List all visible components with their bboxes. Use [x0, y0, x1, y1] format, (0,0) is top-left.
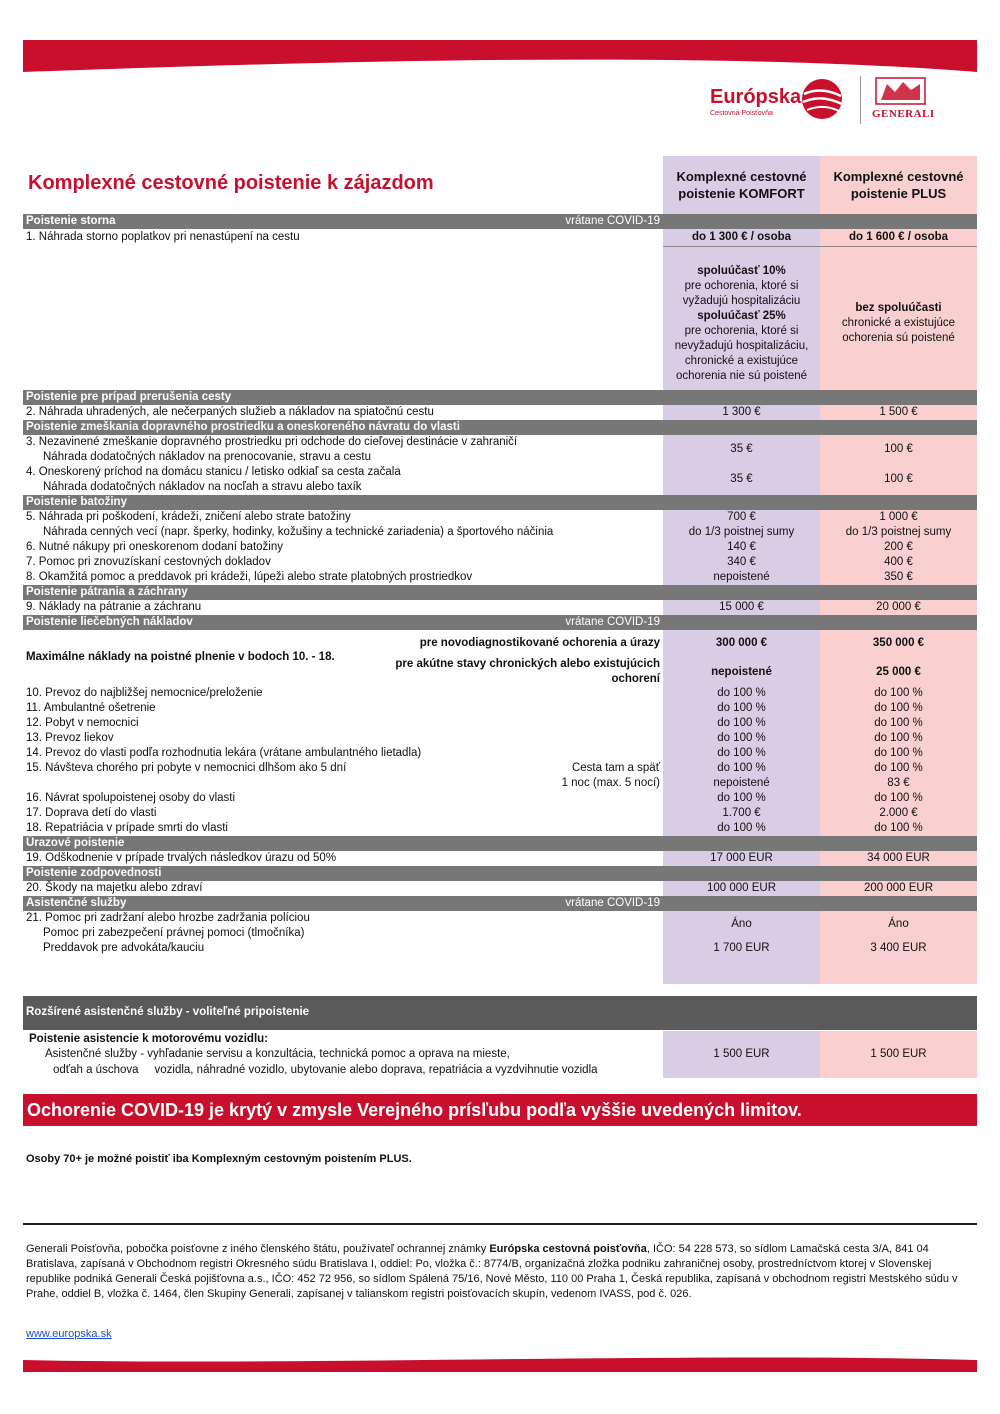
table-row	[23, 555, 977, 570]
komfort-value: 35 €	[730, 443, 753, 455]
komfort-value: 1 700 EUR	[713, 942, 770, 954]
detail-line: pre ochorenia, ktoré si	[684, 280, 799, 292]
table-row	[23, 761, 977, 776]
section-zodpovednosti	[23, 866, 977, 881]
section-liecebnych	[23, 615, 977, 630]
plus-value: 20 000 €	[876, 601, 921, 613]
plus-value: 350 000 €	[872, 637, 925, 649]
section-note: vrátane COVID-19	[565, 215, 660, 227]
section-title: Poistenie zmeškania dopravného prostriedku a oneskoreného návratu do vlasti	[26, 421, 460, 433]
plus-value: do 100 %	[874, 822, 923, 834]
komfort-value: nepoistené	[711, 666, 772, 678]
row-label: 6. Nutné nákupy pri oneskorenom dodaní batožiny	[26, 541, 283, 553]
row-sublabel: Asistenčné služby - vyhľadanie servisu a konzultácia, technická pomoc a oprava na mieste,	[45, 1048, 510, 1060]
komfort-value: 700 €	[727, 511, 756, 523]
footer-legal	[26, 1242, 976, 1302]
table-row	[23, 600, 977, 615]
section-urazove	[23, 836, 977, 851]
komfort-value: 15 000 €	[719, 601, 764, 613]
section-prerusenie	[23, 390, 977, 405]
row-note: 1 noc (max. 5 nocí)	[561, 777, 660, 789]
row-label: 16. Návrat spolupoistenej osoby do vlasti	[26, 792, 236, 804]
komfort-value: 1 500 EUR	[713, 1048, 770, 1060]
footer-divider	[23, 1223, 977, 1225]
plus-value: do 100 %	[874, 732, 923, 744]
plus-value: Áno	[888, 918, 909, 930]
table-row	[23, 716, 977, 731]
row-sublabel: Pomoc pri zabezpečení právnej pomoci (tlmočníka)	[43, 927, 305, 939]
logo-divider	[860, 76, 861, 124]
table-row	[23, 746, 977, 761]
komfort-value: do 100 %	[717, 732, 766, 744]
table-row	[23, 701, 977, 716]
section-asistencne	[23, 896, 977, 911]
logo-partner: GENERALI	[872, 108, 935, 120]
table-row	[23, 941, 977, 956]
storno-detail-plus	[820, 301, 977, 346]
table-row	[23, 1047, 977, 1062]
table-row	[23, 806, 977, 821]
table-row	[23, 776, 977, 791]
table-row	[23, 731, 977, 746]
row-sublabel: Náhrada dodatočných nákladov na nocľah a stravu alebo taxík	[43, 481, 362, 493]
plus-value: 100 €	[884, 473, 913, 485]
plus-value: do 100 %	[874, 702, 923, 714]
plus-value: 2.000 €	[879, 807, 918, 819]
table-row-values	[23, 665, 977, 680]
plus-value: do 1 600 € / osoba	[848, 231, 949, 243]
plus-value: 100 €	[884, 443, 913, 455]
row-label: 20. Škody na majetku alebo zdraví	[26, 882, 203, 894]
logo-sub: Cestovná Poisťovňa	[710, 110, 773, 117]
table-row	[23, 570, 977, 585]
komfort-value: 17 000 EUR	[710, 852, 773, 864]
detail-line: nevyžadujú hospitalizáciu,	[674, 340, 809, 352]
row-label: 21. Pomoc pri zadržaní alebo hrozbe zadržania políciou	[26, 912, 310, 924]
bottom-red-band	[0, 1352, 1000, 1382]
komfort-value: do 1 300 € / osoba	[691, 231, 792, 243]
detail-line: spoluúčasť 25%	[697, 310, 786, 322]
komfort-value: do 100 %	[717, 792, 766, 804]
detail-line: ochorenia nie sú poistené	[675, 370, 808, 382]
plus-value: 83 €	[887, 777, 910, 789]
komfort-value: 1 300 €	[722, 406, 761, 418]
table-row	[23, 926, 977, 941]
plus-value: 25 000 €	[876, 666, 921, 678]
table-row	[23, 686, 977, 701]
row-label: 13. Prevoz liekov	[26, 732, 114, 744]
komfort-value: do 100 %	[717, 717, 766, 729]
detail-line: vyžadujú hospitalizáciu	[682, 295, 801, 307]
row-label: 9. Náklady na pátranie a záchranu	[26, 601, 202, 613]
section-patrania	[23, 585, 977, 600]
row-label: 12. Pobyt v nemocnici	[26, 717, 139, 729]
section-batoziny	[23, 495, 977, 510]
row-label: 7. Pomoc pri znovuzískaní cestovných dokladov	[26, 556, 271, 568]
detail-line: pre ochorenia, ktoré si	[684, 325, 799, 337]
plus-value: 200 €	[884, 541, 913, 553]
footer-pre: Generali Poisťovňa, pobočka poisťovne z iného členského štátu, používateľ ochrannej známky	[26, 1243, 490, 1255]
row-label: 8. Okamžitá pomoc a preddavok pri krádeži, lúpeži alebo strate platobných prostriedkov	[26, 571, 473, 583]
row-label: 2. Náhrada uhradených, ale nečerpaných služieb a nákladov na spiatočnú cestu	[26, 406, 434, 418]
table-row	[23, 405, 977, 420]
table-row	[23, 821, 977, 836]
row-label: ochorení	[611, 673, 660, 685]
komfort-value: do 1/3 poistnej sumy	[688, 526, 795, 538]
row-label: 5. Náhrada pri poškodení, krádeži, zničení alebo strate batožiny	[26, 511, 351, 523]
column-header-komfort: Komplexné cestovné poistenie KOMFORT	[676, 169, 807, 201]
row-label: 3. Nezavinené zmeškanie dopravného prostriedku pri odchode do cieľovej destinácie v zahraničí	[26, 436, 518, 448]
row-note: Cesta tam a späť	[571, 762, 660, 774]
detail-line: bez spoluúčasti	[855, 302, 942, 314]
table-row	[23, 881, 977, 896]
plus-value: do 100 %	[874, 747, 923, 759]
column-header-plus: Komplexné cestovné poistenie PLUS	[833, 169, 964, 201]
komfort-value: 140 €	[727, 541, 756, 553]
plus-value: 34 000 EUR	[867, 852, 930, 864]
section-title: Poistenie pátrania a záchrany	[26, 586, 188, 598]
section-note: vrátane COVID-19	[565, 897, 660, 909]
plus-value: 350 €	[884, 571, 913, 583]
table-row	[23, 525, 977, 540]
section-storna	[23, 214, 977, 229]
age-note: Osoby 70+ je možné poistiť iba Komplexným cestovným poistením PLUS.	[26, 1153, 412, 1165]
table-row	[23, 540, 977, 555]
row-label: Maximálne náklady na poistné plnenie v bodoch 10. - 18.	[26, 651, 335, 663]
footer-brand: Európska cestovná poisťovňa	[489, 1243, 647, 1255]
row-label: pre novodiagnostikované ochorenia a úrazy	[419, 637, 660, 649]
komfort-value: 35 €	[730, 473, 753, 485]
footer-post: , IČO: 54 228 573, so sídlom Lamačská cesta 3/A, 841 04 Bratislava, zapísaná v Obchodnom registri Okresného súdu Bratislava I, oddiel: Po, vložka č.: 8774/B, organizačná zložka podniku zahraničnej osoby, prostredníctvom ktorej v Slovenskej republike podniká Generali Česká pojišťovna a.s., IČO: 452 72 956, so sídlom Spálená 75/16, Nové Město, 110 00 Praha 1, Česká republika, zapísaná v obchodnom registri Mestského súdu v Prahe, oddiel B, vložka č. 1464, člen Skupiny Generali, zapísanej v talianskom registri poisťovacích skupín, vedenom IVASS, pod č. 026.	[26, 1243, 958, 1300]
plus-value: 1 500 EUR	[870, 1048, 927, 1060]
row-sublabel: Náhrada dodatočných nákladov na prenocovanie, stravu a cestu	[43, 451, 371, 463]
table-row	[23, 1063, 977, 1078]
table-row	[23, 791, 977, 806]
covid-banner	[23, 1094, 977, 1126]
komfort-value: 100 000 EUR	[706, 882, 777, 894]
brand-logo	[700, 72, 960, 132]
komfort-value: 300 000 €	[715, 637, 768, 649]
section-title: Poistenie liečebných nákladov	[26, 616, 193, 628]
komfort-value: do 100 %	[717, 687, 766, 699]
plus-value: 400 €	[884, 556, 913, 568]
komfort-value: 1.700 €	[722, 807, 761, 819]
globe-icon	[799, 76, 845, 122]
row-label: pre akútne stavy chronických alebo existujúcich	[395, 658, 660, 670]
plus-value: 3 400 EUR	[870, 942, 927, 954]
row-label: 1. Náhrada storno poplatkov pri nenastúpení na cestu	[26, 231, 300, 243]
table-row	[23, 1032, 977, 1047]
extended-services-title: Rozšírené asistenčné služby - voliteľné pripoistenie	[26, 1006, 310, 1018]
row-label: 17. Doprava detí do vlasti	[26, 807, 157, 819]
section-title: Poistenie storna	[26, 215, 116, 227]
row-label: Poistenie asistencie k motorovému vozidlu:	[29, 1033, 269, 1045]
table-row	[23, 510, 977, 525]
komfort-value: do 100 %	[717, 702, 766, 714]
row-label: 19. Odškodnenie v prípade trvalých následkov úrazu od 50%	[26, 852, 337, 864]
komfort-value: do 100 %	[717, 747, 766, 759]
plus-value: do 1/3 poistnej sumy	[845, 526, 952, 538]
section-title: Poistenie pre prípad prerušenia cesty	[26, 391, 232, 403]
divider	[663, 246, 977, 247]
page-title: Komplexné cestovné poistenie k zájazdom	[28, 172, 434, 194]
row-label: 18. Repatriácia v prípade smrti do vlasti	[26, 822, 228, 834]
section-title: Úrazové poistenie	[26, 837, 125, 849]
covid-text: Ochorenie COVID-19 je krytý v zmysle Verejného prísľubu podľa vyššie uvedených limitov.	[27, 1100, 802, 1120]
plus-value: do 100 %	[874, 687, 923, 699]
detail-line: spoluúčasť 10%	[697, 265, 786, 277]
plus-value: 1 000 €	[879, 511, 918, 523]
komfort-value: 340 €	[727, 556, 756, 568]
section-zmeskanie	[23, 420, 977, 435]
plus-value: 1 500 €	[879, 406, 918, 418]
table-row-values	[23, 442, 977, 457]
extended-services-bar	[23, 996, 977, 1030]
komfort-value: do 100 %	[717, 822, 766, 834]
section-title: Poistenie zodpovednosti	[26, 867, 162, 879]
section-title: Asistenčné služby	[26, 897, 127, 909]
row-sublabel: odťah a úschova vozidla, náhradné vozidlo, ubytovanie alebo doprava, repatriácia a vyzdvihnutie vozidla	[53, 1064, 598, 1076]
table-row	[23, 230, 977, 245]
row-label: 10. Prevoz do najbližšej nemocnice/preloženie	[26, 687, 263, 699]
storno-detail-komfort	[663, 264, 820, 384]
table-row-values	[23, 472, 977, 487]
row-label: 4. Oneskorený príchod na domácu stanicu / letisko odkiaľ sa cesta začala	[26, 466, 401, 478]
row-sublabel: Preddavok pre advokáta/kauciu	[43, 942, 205, 954]
section-title: Poistenie batožiny	[26, 496, 127, 508]
detail-line: ochorenia sú poistené	[842, 332, 955, 344]
plus-value: do 100 %	[874, 717, 923, 729]
row-label: 11. Ambulantné ošetrenie	[26, 702, 156, 714]
section-note: vrátane COVID-19	[565, 616, 660, 628]
website-link[interactable]: www.europska.sk	[26, 1328, 112, 1340]
row-label: 15. Návšteva chorého pri pobyte v nemocnici dlhšom ako 5 dní	[26, 762, 347, 774]
detail-line: chronické a existujúce	[684, 355, 799, 367]
plus-value: 200 000 EUR	[863, 882, 934, 894]
komfort-value: nepoistené	[713, 571, 770, 583]
row-label: 14. Prevoz do vlasti podľa rozhodnutia lekára (vrátane ambulantného lietadla)	[26, 747, 422, 759]
table-row	[23, 636, 977, 651]
table-row	[23, 851, 977, 866]
generali-lion-icon	[873, 74, 928, 108]
logo-brand: Európska	[710, 86, 802, 108]
plus-value: do 100 %	[874, 792, 923, 804]
detail-line: chronické a existujúce	[841, 317, 956, 329]
komfort-value: Áno	[731, 918, 752, 930]
komfort-value: do 100 %	[717, 762, 766, 774]
row-label: Náhrada cenných vecí (napr. šperky, hodinky, kožušiny a technické zariadenia) a športového náčinia	[43, 526, 554, 538]
komfort-value: nepoistené	[713, 777, 770, 789]
top-red-band	[0, 0, 1000, 80]
plus-value: do 100 %	[874, 762, 923, 774]
